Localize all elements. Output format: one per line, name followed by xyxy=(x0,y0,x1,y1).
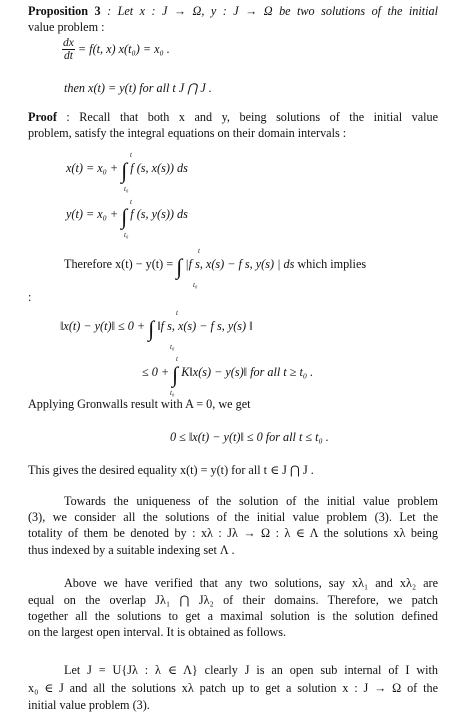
integral-5-lower: t₀ xyxy=(170,389,175,397)
integral-eq-2-lhs: y(t) = x₀ + xyxy=(66,207,119,221)
ode-equation xyxy=(62,37,170,65)
ode-fraction-den: dt xyxy=(63,50,73,62)
integral-eq-1 xyxy=(66,160,188,182)
integral-5-upper: t xyxy=(176,355,178,363)
integral-sign-4: ∫ xyxy=(148,316,155,341)
paragraph-3-line-3: initial value problem (3). xyxy=(28,698,150,712)
therefore-lhs: Therefore x(t) − y(t) = xyxy=(64,257,174,271)
inequality-2 xyxy=(142,364,313,386)
ode-fraction xyxy=(62,37,75,62)
integral-4-lower: t₀ xyxy=(170,343,175,351)
integral-sign-3: ∫ xyxy=(176,254,183,279)
paragraph-1-line-2: (3), we consider all the solutions of the initial value problem (3). Let the xyxy=(28,510,438,524)
claim-line: then x(t) = y(t) for all t J ⋂ J . xyxy=(64,81,212,95)
proposition-title: Proposition 3 xyxy=(28,4,101,18)
paragraph-3-line-1: Let J = U{Jλ : λ ∈ Λ} clearly J is an open sub internal of I with xyxy=(64,663,438,677)
therefore-body: |f s, x(s) − f s, y(s) | ds xyxy=(185,257,295,271)
inequality-1-body: ‖f s, x(s) − f s, y(s) ‖ xyxy=(157,319,253,333)
integral-eq-2-body: f (s, y(s)) ds xyxy=(130,207,188,221)
ode-fraction-num: dx xyxy=(63,37,74,49)
paragraph-2-line-3: together all the solutions to get a maximal solution is the solution defined xyxy=(28,609,438,623)
proof-text-1: : Recall that both x and y, being solutions of the initial value xyxy=(66,110,438,124)
paragraph-1-line-1: Towards the uniqueness of the solution of the initial value problem xyxy=(64,494,438,508)
colon-mark: : xyxy=(28,290,32,304)
paragraph-1-line-3: totality of them be denoted by : xλ : Jλ → Ω : λ ∈ Λ the solutions xλ being xyxy=(28,526,438,540)
proof-text-2: problem, satisfy the integral equations on their domain intervals : xyxy=(28,126,347,140)
integral-eq-1-body: f (s, x(s)) ds xyxy=(130,161,188,175)
gronwall-line: Applying Gronwalls result with A = 0, we get xyxy=(28,397,251,411)
integral-eq-2 xyxy=(66,206,188,228)
inequality-1-lhs: ‖x(t) − y(t)‖ ≤ 0 + xyxy=(60,319,146,333)
proposition-text-2: value problem : xyxy=(28,20,105,34)
integral-3-lower: t₀ xyxy=(193,281,198,289)
paragraph-2-line-2: equal on the overlap Jλ₁ ⋂ Jλ₂ of their domains. Therefore, we patch xyxy=(28,593,438,607)
integral-3-upper: t xyxy=(198,247,200,255)
paragraph-2-line-1: Above we have verified that any two solutions, say xλ₁ and xλ₂ are xyxy=(64,576,438,590)
integral-sign-1: ∫ xyxy=(121,158,128,183)
integral-sign-2: ∫ xyxy=(121,204,128,229)
therefore-line xyxy=(64,256,366,278)
paragraph-2-line-4: on the largest open interval. It is obtained as follows. xyxy=(28,625,287,639)
integral-eq-1-lhs: x(t) = x₀ + xyxy=(66,161,119,175)
inequality-2-lhs: ≤ 0 + xyxy=(142,365,170,379)
integral-2-upper: t xyxy=(130,198,132,206)
ode-rest: = f(t, x) x(t₀) = x₀ . xyxy=(77,42,170,56)
integral-2-lower: t₀ xyxy=(124,231,129,239)
equality-line: This gives the desired equality x(t) = y(t) for all t ∈ J ⋂ J . xyxy=(28,463,314,477)
therefore-tail: which implies xyxy=(297,257,367,271)
gronwall-equation: 0 ≤ ‖x(t) − y(t)‖ ≤ 0 for all t ≤ t₀ . xyxy=(170,430,329,444)
integral-1-upper: t xyxy=(130,151,132,159)
integral-4-upper: t xyxy=(176,309,178,317)
proof-title: Proof xyxy=(28,110,57,124)
inequality-2-body: K‖x(s) − y(s)‖ for all t ≥ t₀ . xyxy=(181,365,314,379)
paragraph-1-line-4: thus indexed by a suitable indexing set Λ . xyxy=(28,543,235,557)
integral-1-lower: t₀ xyxy=(124,185,129,193)
integral-sign-5: ∫ xyxy=(172,362,179,387)
inequality-1 xyxy=(60,318,253,340)
proposition-text: : Let x : J → Ω, y : J → Ω be two solutions of the initial xyxy=(107,4,439,18)
paragraph-3-line-2: x₀ ∈ J and all the solutions xλ patch up to get a solution x : J → Ω of the xyxy=(28,681,438,695)
